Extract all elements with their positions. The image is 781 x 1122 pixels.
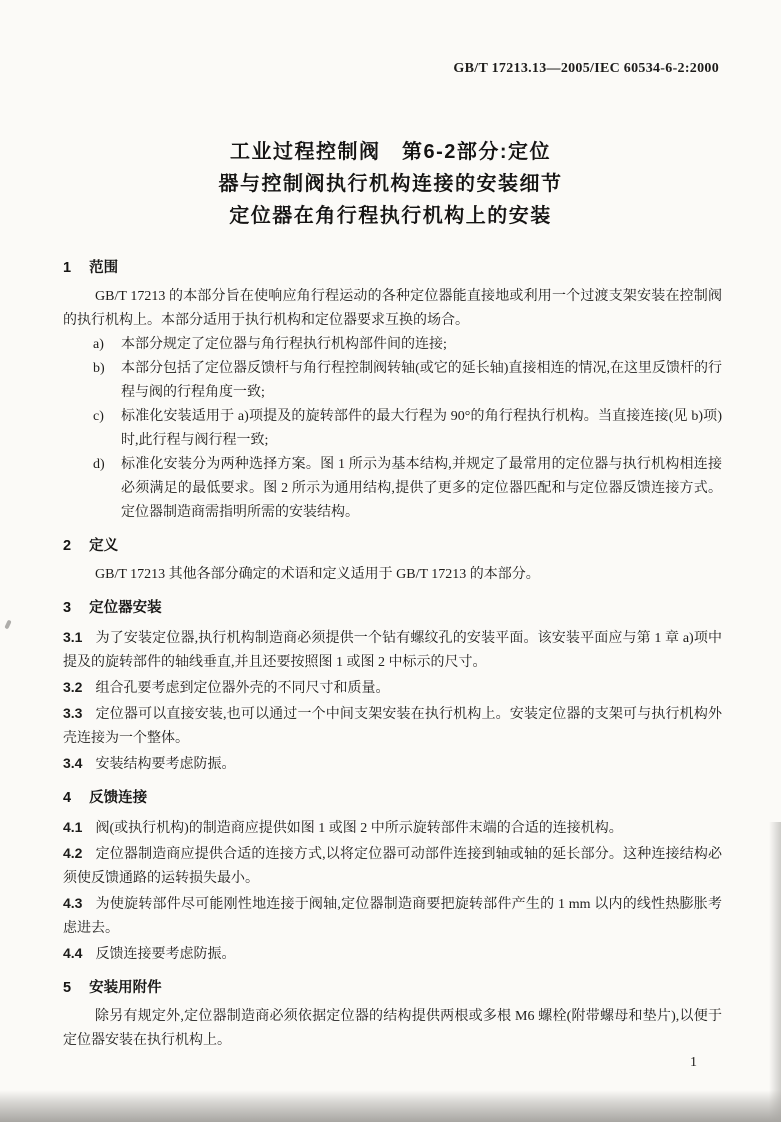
clause-3-2-text: 组合孔要考虑到定位器外壳的不同尺寸和质量。 xyxy=(95,681,390,696)
clause-3-1 xyxy=(63,625,722,675)
list-item-d-label: d) xyxy=(93,457,105,472)
clause-3-1-number: 3.1 xyxy=(63,629,83,645)
document-body xyxy=(63,256,722,1053)
clause-4-4 xyxy=(63,941,722,967)
clause-3-2-number: 3.2 xyxy=(63,679,83,695)
clause-3-4-text: 安装结构要考虑防振。 xyxy=(95,757,236,772)
clause-3-4-number: 3.4 xyxy=(63,755,83,771)
clause-4-4-number: 4.4 xyxy=(63,945,83,961)
section-5-paragraph: 除另有规定外,定位器制造商必须依据定位器的结构提供两根或多根 M6 螺栓(附带螺母和垫片),以便于定位器安装在执行机构上。 xyxy=(63,1009,722,1048)
clause-4-4-text: 反馈连接要考虑防振。 xyxy=(95,947,236,962)
section-5-heading xyxy=(63,976,722,1000)
section-2-number: 2 xyxy=(63,538,72,554)
section-2-title: 定义 xyxy=(89,538,119,554)
clause-4-2-text: 定位器制造商应提供合适的连接方式,以将定位器可动部件连接到轴或轴的延长部分。这种连接结构必须使反馈通路的运转损失最小。 xyxy=(63,847,722,886)
document-title-line-1: 工业过程控制阀 第6-2部分:定位 xyxy=(229,141,552,163)
clause-3-3 xyxy=(63,701,722,751)
section-1-number: 1 xyxy=(63,260,72,276)
section-3-title: 定位器安装 xyxy=(89,600,162,616)
section-1-title: 范围 xyxy=(89,260,119,276)
list-item-a-label: a) xyxy=(93,337,104,352)
clause-4-3-text: 为使旋转部件尽可能刚性地连接于阀轴,定位器制造商要把旋转部件产生的 1 mm 以内的线性热膨胀考虑进去。 xyxy=(63,897,722,936)
list-item-c xyxy=(63,405,722,453)
list-item-b-text: 本部分包括了定位器反馈杆与角行程控制阀转轴(或它的延长轴)直接相连的情况,在这里反馈杆的行程与阀的行程角度一致; xyxy=(121,361,722,400)
section-2-paragraph: GB/T 17213 其他各部分确定的术语和定义适用于 GB/T 17213 的本部分。 xyxy=(95,567,540,582)
document-title xyxy=(0,136,781,232)
page-number: 1 xyxy=(690,1055,697,1070)
document-title-line-2: 器与控制阀执行机构连接的安装细节 xyxy=(218,173,563,195)
list-item-a xyxy=(63,333,722,357)
list-item-c-text: 标准化安装适用于 a)项提及的旋转部件的最大行程为 90°的角行程执行机构。当直接连接(见 b)项)时,此行程与阀行程一致; xyxy=(121,409,722,448)
clause-3-3-text: 定位器可以直接安装,也可以通过一个中间支架安装在执行机构上。安装定位器的支架可与执行机构外壳连接为一个整体。 xyxy=(63,707,722,746)
clause-4-1-number: 4.1 xyxy=(63,819,83,835)
list-item-d-text: 标准化安装分为两种选择方案。图 1 所示为基本结构,并规定了最常用的定位器与执行机构相连接必须满足的最低要求。图 2 所示为通用结构,提供了更多的定位器匹配和与定位器反馈连接方式。定位器制造商需指明所需的安装结构。 xyxy=(121,457,722,520)
clause-3-1-text: 为了安装定位器,执行机构制造商必须提供一个钻有螺纹孔的安装平面。该安装平面应与第 1 章 a)项中提及的旋转部件的轴线垂直,并且还要按照图 1 或图 2 中标示的尺寸。 xyxy=(63,631,722,670)
section-4-title: 反馈连接 xyxy=(89,790,148,806)
scope-list xyxy=(63,333,722,525)
section-5-number: 5 xyxy=(63,980,72,996)
scan-edge-bottom xyxy=(0,1090,781,1122)
list-item-a-text: 本部分规定了定位器与角行程执行机构部件间的连接; xyxy=(121,337,447,352)
document-title-line-3: 定位器在角行程执行机构上的安装 xyxy=(229,205,552,227)
section-1-heading xyxy=(63,256,722,280)
list-item-b xyxy=(63,357,722,405)
scan-edge-right xyxy=(769,822,781,1122)
list-item-c-label: c) xyxy=(93,409,104,424)
section-3-heading xyxy=(63,596,722,620)
clause-4-2-number: 4.2 xyxy=(63,845,83,861)
clause-4-1 xyxy=(63,815,722,841)
section-1-intro-paragraph: GB/T 17213 的本部分旨在使响应角行程运动的各种定位器能直接地或利用一个过渡支架安装在控制阀的执行机构上。本部分适用于执行机构和定位器要求互换的场合。 xyxy=(63,289,722,328)
scan-artifact-speck xyxy=(4,620,11,630)
clause-3-3-number: 3.3 xyxy=(63,705,83,721)
section-4-number: 4 xyxy=(63,790,72,806)
clause-4-3-number: 4.3 xyxy=(63,895,83,911)
clause-3-4 xyxy=(63,751,722,777)
section-2-heading xyxy=(63,534,722,558)
clause-4-2 xyxy=(63,841,722,891)
list-item-b-label: b) xyxy=(93,361,105,376)
clause-3-2 xyxy=(63,675,722,701)
section-5-title: 安装用附件 xyxy=(89,980,162,996)
standard-number: GB/T 17213.13—2005/IEC 60534-6-2:2000 xyxy=(453,61,719,76)
clause-4-3 xyxy=(63,891,722,941)
clause-4-1-text: 阀(或执行机构)的制造商应提供如图 1 或图 2 中所示旋转部件末端的合适的连接机构。 xyxy=(95,821,623,836)
list-item-d xyxy=(63,453,722,525)
section-4-heading xyxy=(63,786,722,810)
section-3-number: 3 xyxy=(63,600,72,616)
